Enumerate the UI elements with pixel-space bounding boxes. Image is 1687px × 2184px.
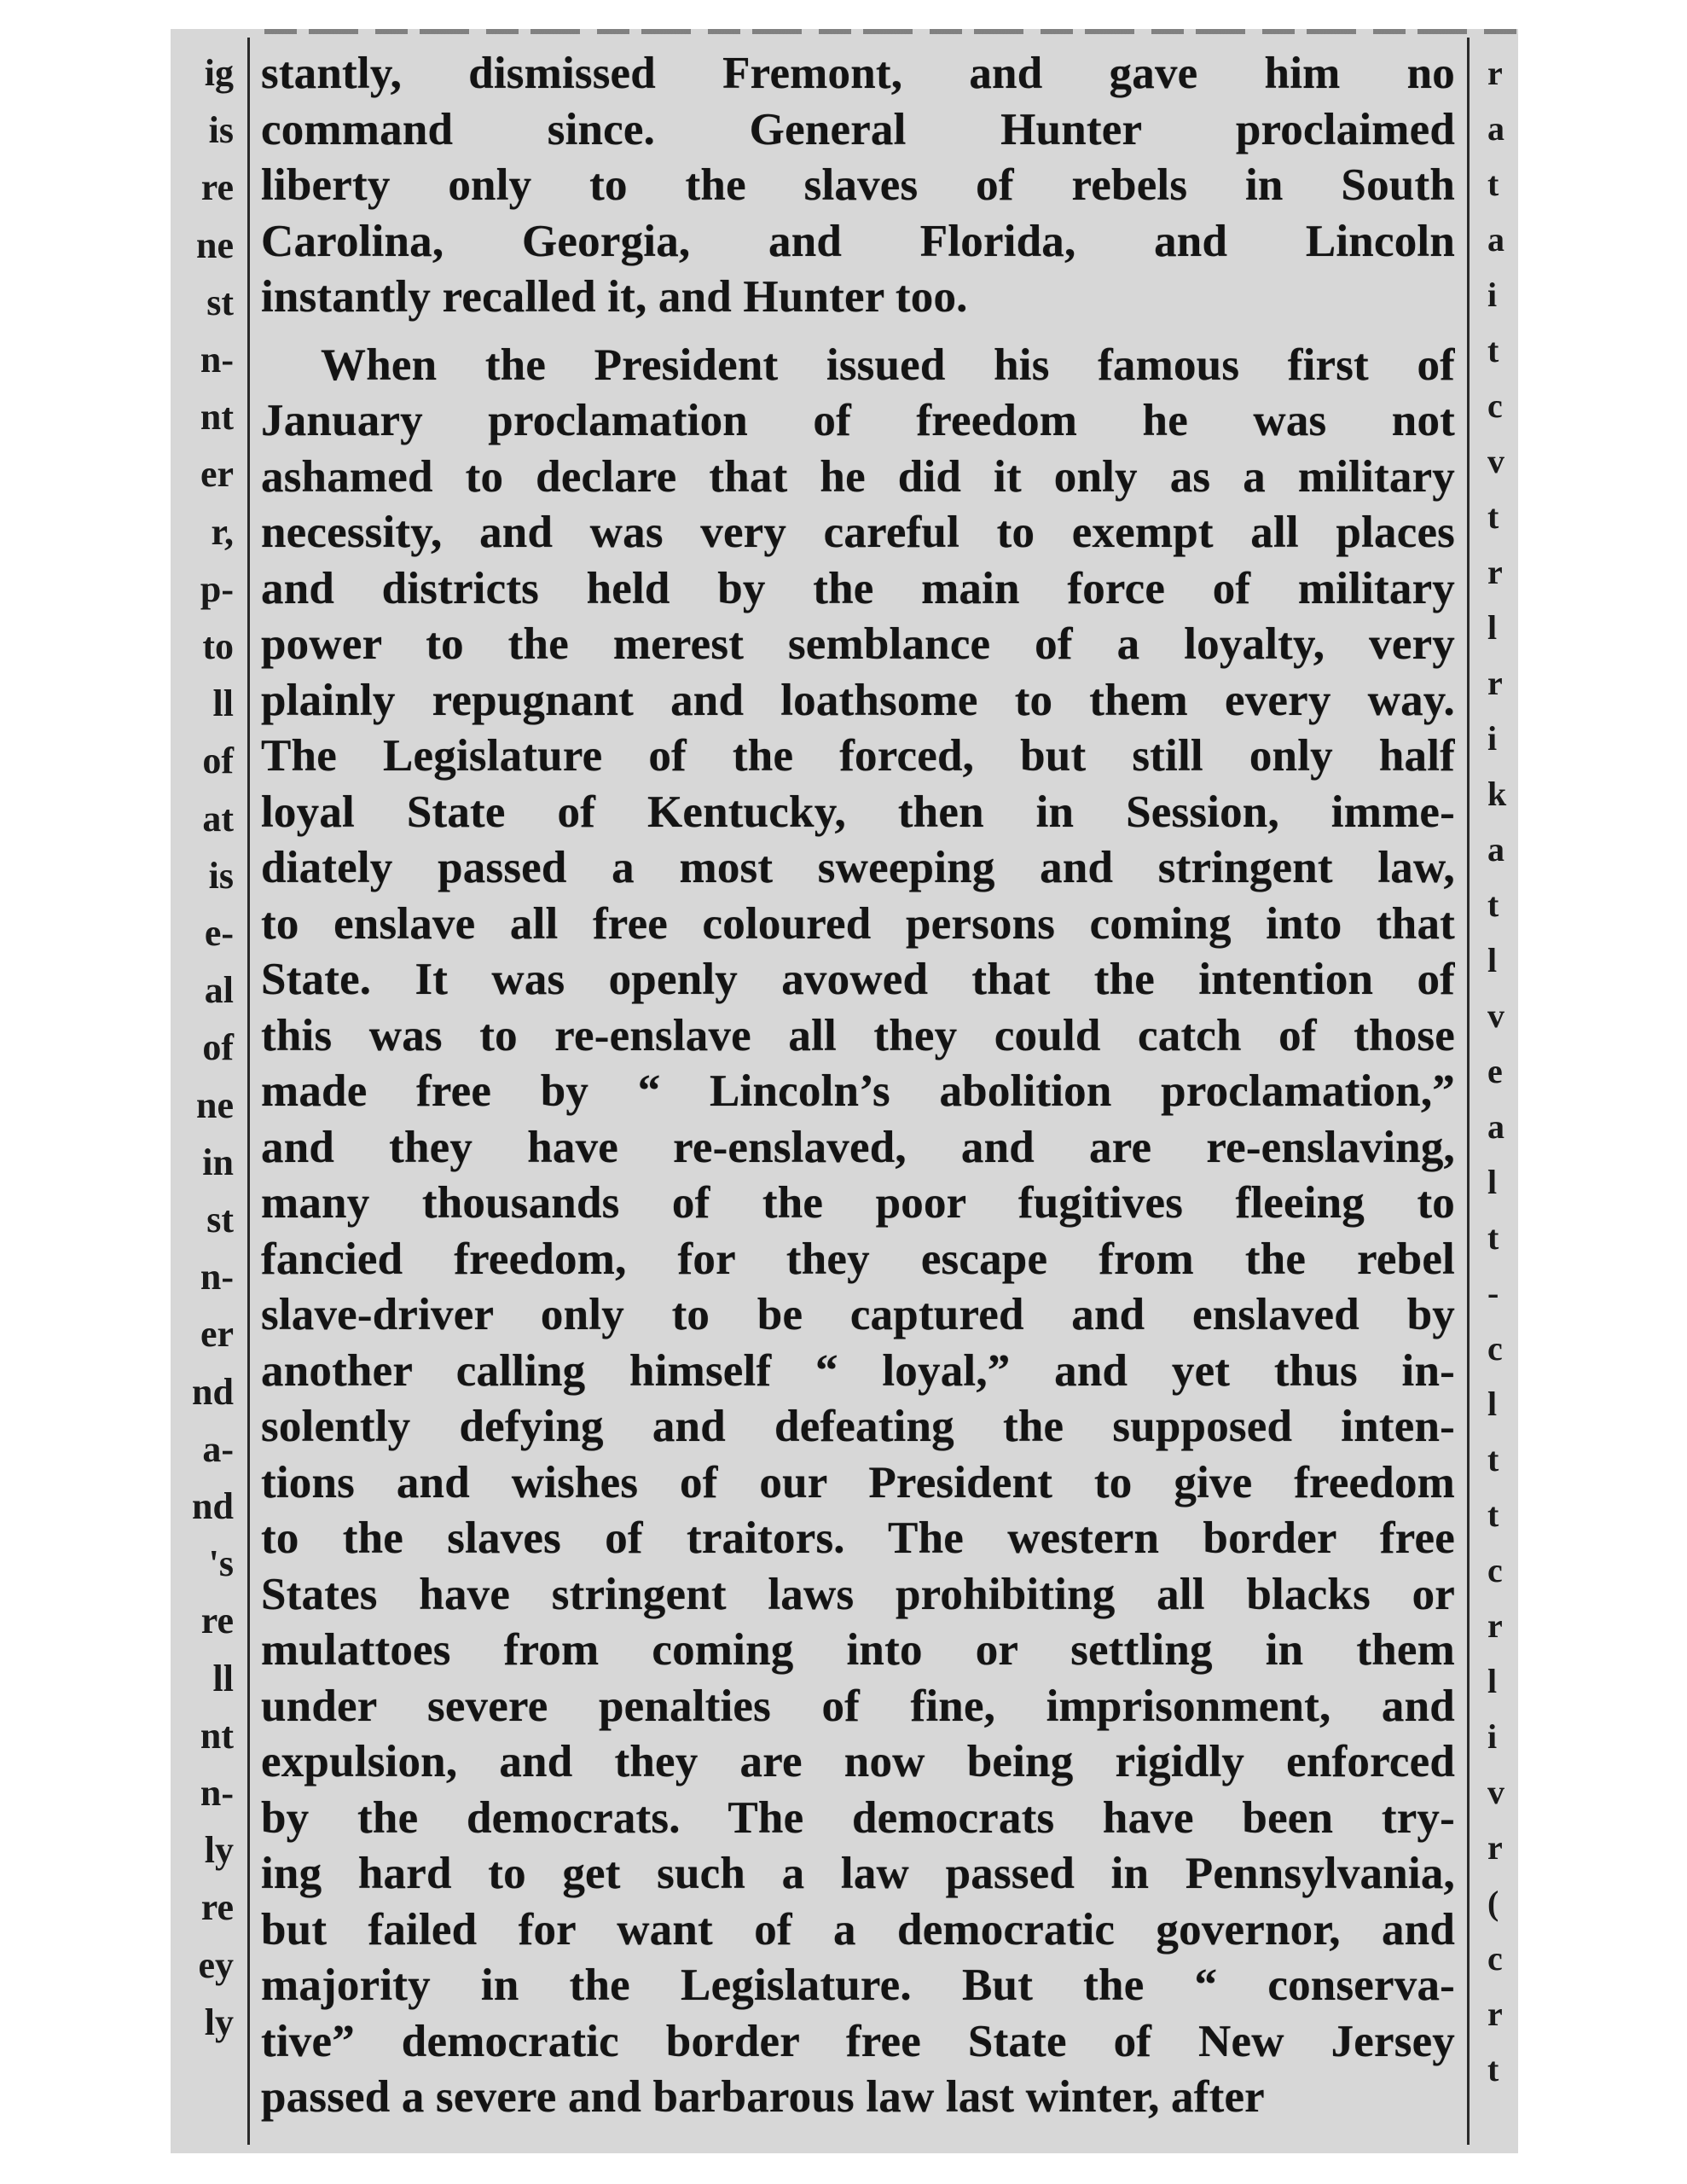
right-column-fragment: r bbox=[1487, 1995, 1503, 2033]
right-column-fragment: r bbox=[1487, 54, 1503, 92]
left-column-fragment: nd bbox=[192, 1370, 234, 1413]
left-column-fragment: r, bbox=[211, 510, 234, 553]
article-line: stantly, dismissed Fremont, and gave him no bbox=[261, 49, 1455, 98]
article-line: fancied freedom, for they escape from the rebel bbox=[261, 1234, 1455, 1284]
left-column-fragment: al bbox=[204, 969, 234, 1012]
left-column-fragment: ey bbox=[198, 1943, 234, 1986]
article-line: this was to re-enslave all they could catch of those bbox=[261, 1010, 1455, 1060]
article-line: and they have re-enslaved, and are re-enslaving, bbox=[261, 1122, 1455, 1172]
right-column-fragment: k bbox=[1487, 775, 1507, 813]
right-column-fragment: t bbox=[1487, 331, 1499, 369]
right-column-fragment: a bbox=[1487, 109, 1504, 148]
article-line: State. It was openly avowed that the intention of bbox=[261, 955, 1455, 1004]
article-line: majority in the Legislature. But the “ conserva- bbox=[261, 1960, 1455, 2010]
left-column-fragment: er bbox=[200, 453, 234, 496]
right-column-fragment: l bbox=[1487, 1385, 1498, 1423]
left-column-fragment: st bbox=[206, 1199, 234, 1240]
left-column-fragment: a- bbox=[202, 1427, 234, 1470]
right-column-fragment: a bbox=[1487, 1107, 1504, 1146]
article-column bbox=[261, 46, 1455, 2126]
left-column-fragment: re bbox=[200, 166, 234, 209]
right-column-fragment: i bbox=[1487, 276, 1498, 314]
left-column-fragment: ll bbox=[212, 1657, 234, 1699]
article-line: necessity, and was very careful to exempt all places bbox=[261, 508, 1455, 557]
right-column-fragment: e bbox=[1487, 1052, 1503, 1090]
article-line: diately passed a most sweeping and stringent law, bbox=[261, 843, 1455, 892]
right-column-fragment: r bbox=[1487, 664, 1503, 702]
right-column-fragment: r bbox=[1487, 1828, 1503, 1867]
right-column-fragment: v bbox=[1487, 996, 1504, 1035]
right-column-fragment: c bbox=[1487, 1329, 1503, 1368]
right-column-fragment: l bbox=[1487, 1662, 1498, 1700]
newspaper-clipping bbox=[171, 29, 1518, 2153]
article-line: slave-driver only to be captured and enslaved by bbox=[261, 1290, 1455, 1339]
article-line: When the President issued his famous first of bbox=[321, 340, 1455, 390]
article-line: The Legislature of the forced, but still only half bbox=[261, 731, 1455, 781]
column-rule-right bbox=[1467, 38, 1470, 2145]
right-column-fragment: t bbox=[1487, 1218, 1499, 1257]
article-line: to the slaves of traitors. The western border free bbox=[261, 1513, 1455, 1563]
left-column-fragment: nt bbox=[200, 1714, 234, 1757]
right-column-fragment: i bbox=[1487, 719, 1498, 758]
right-column-fragment: v bbox=[1487, 1773, 1504, 1811]
article-line: and districts held by the main force of military bbox=[261, 563, 1455, 613]
right-column-fragment: v bbox=[1487, 442, 1504, 480]
article-line: many thousands of the poor fugitives fleeing to bbox=[261, 1178, 1455, 1228]
right-column-fragment: a bbox=[1487, 220, 1504, 258]
right-column-fragment: l bbox=[1487, 608, 1498, 647]
left-column-fragment: of bbox=[202, 1026, 234, 1069]
left-column-fragment: at bbox=[202, 797, 234, 839]
left-neighbor-column bbox=[171, 52, 239, 2128]
left-column-fragment: n- bbox=[200, 1772, 234, 1814]
left-column-fragment: re bbox=[200, 1886, 234, 1929]
right-column-fragment: r bbox=[1487, 1606, 1503, 1645]
article-line: loyal State of Kentucky, then in Session, imme- bbox=[261, 787, 1455, 837]
article-line: ing hard to get such a law passed in Pennsylvania, bbox=[261, 1849, 1455, 1898]
left-column-fragment: re bbox=[200, 1600, 234, 1642]
article-line: States have stringent laws prohibiting all blacks or bbox=[261, 1569, 1455, 1619]
right-column-fragment: i bbox=[1487, 1717, 1498, 1756]
article-line: expulsion, and they are now being rigidly enforced bbox=[261, 1737, 1455, 1786]
right-column-fragment: c bbox=[1487, 1939, 1503, 1978]
article-line: plainly repugnant and loathsome to them every way. bbox=[261, 675, 1455, 725]
right-column-fragment: t bbox=[1487, 1440, 1499, 1478]
torn-top-line bbox=[264, 29, 1518, 34]
article-line: made free by “ Lincoln’s abolition proclamation,” bbox=[261, 1066, 1455, 1116]
left-column-fragment: ly bbox=[204, 2001, 234, 2043]
article-paragraph bbox=[261, 338, 1455, 2126]
right-column-fragment: t bbox=[1487, 2050, 1499, 2088]
right-column-fragment: a bbox=[1487, 830, 1504, 868]
right-column-fragment: t bbox=[1487, 165, 1499, 203]
left-column-fragment: n- bbox=[200, 339, 234, 380]
left-column-fragment: ne bbox=[196, 224, 234, 266]
article-line: tions and wishes of our President to give freedom bbox=[261, 1457, 1455, 1507]
paragraph-gap bbox=[261, 326, 1455, 338]
right-column-fragment: - bbox=[1487, 1274, 1499, 1312]
article-line: command since. General Hunter proclaimed bbox=[261, 104, 1455, 154]
left-column-fragment: ly bbox=[204, 1829, 234, 1872]
article-line: tive” democratic border free State of New Jersey bbox=[261, 2016, 1455, 2066]
left-column-fragment: to bbox=[202, 625, 234, 667]
right-column-fragment: t bbox=[1487, 497, 1499, 536]
article-paragraph bbox=[261, 46, 1455, 326]
article-line: mulattoes from coming into or settling in them bbox=[261, 1625, 1455, 1675]
article-line: Carolina, Georgia, and Florida, and Lincoln bbox=[261, 216, 1455, 266]
article-line: instantly recalled it, and Hunter too. bbox=[261, 272, 968, 322]
right-column-fragment: c bbox=[1487, 1551, 1503, 1589]
right-neighbor-column bbox=[1484, 55, 1518, 2128]
left-column-fragment: is bbox=[208, 109, 234, 152]
left-column-fragment: n- bbox=[200, 1256, 234, 1298]
article-line: passed a severe and barbarous law last winter, after bbox=[261, 2072, 1265, 2122]
article-line: liberty only to the slaves of rebels in South bbox=[261, 160, 1455, 210]
right-column-fragment: t bbox=[1487, 886, 1499, 924]
left-column-fragment: is bbox=[208, 854, 234, 897]
left-column-fragment: of bbox=[202, 740, 234, 782]
article-line: another calling himself “ loyal,” and yet thus in- bbox=[261, 1345, 1455, 1396]
left-column-fragment: ne bbox=[196, 1083, 234, 1126]
left-column-fragment: ig bbox=[204, 52, 234, 94]
right-column-fragment: l bbox=[1487, 941, 1498, 979]
right-column-fragment: t bbox=[1487, 1496, 1499, 1534]
left-column-fragment: p- bbox=[200, 567, 234, 610]
left-column-fragment: st bbox=[206, 281, 234, 323]
article-line: to enslave all free coloured persons coming into that bbox=[261, 898, 1455, 949]
left-column-fragment: nt bbox=[200, 396, 234, 439]
right-column-fragment: l bbox=[1487, 1163, 1498, 1201]
left-column-fragment: ll bbox=[212, 682, 234, 725]
right-column-fragment: r bbox=[1487, 553, 1503, 591]
article-line: January proclamation of freedom he was not bbox=[261, 396, 1455, 445]
article-line: power to the merest semblance of a loyalty, very bbox=[261, 619, 1455, 669]
left-column-fragment: e- bbox=[204, 912, 234, 954]
right-column-fragment: c bbox=[1487, 386, 1503, 425]
article-line: but failed for want of a democratic governor, and bbox=[261, 1904, 1455, 1955]
article-line: by the democrats. The democrats have been try- bbox=[261, 1792, 1455, 1843]
column-rule-left bbox=[247, 38, 250, 2145]
left-column-fragment: nd bbox=[192, 1485, 234, 1527]
article-line: solently defying and defeating the supposed inten- bbox=[261, 1402, 1455, 1451]
left-column-fragment: 's bbox=[208, 1542, 234, 1585]
left-column-fragment: er bbox=[200, 1313, 234, 1356]
article-line: under severe penalties of fine, imprisonment, and bbox=[261, 1681, 1455, 1731]
left-column-fragment: in bbox=[202, 1141, 234, 1183]
right-column-fragment: ( bbox=[1487, 1884, 1499, 1922]
article-line: ashamed to declare that he did it only as a military bbox=[261, 451, 1455, 502]
